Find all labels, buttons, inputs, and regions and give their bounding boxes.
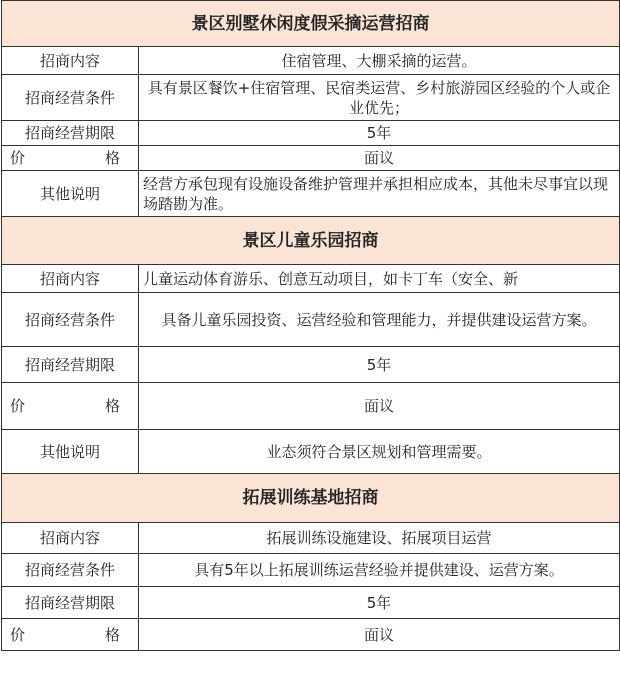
row-label: 招商内容: [2, 265, 139, 293]
row-label: 招商内容: [2, 47, 139, 75]
row-value: 具有景区餐饮+住宿管理、民宿类运营、乡村旅游园区经验的个人或企业优先；: [139, 75, 620, 121]
section-title: 景区儿童乐园招商: [2, 217, 620, 265]
row-value: 具有5年以上拓展训练运营经验并提供建设、运营方案。: [139, 554, 620, 587]
row-label: 招商内容: [2, 523, 139, 554]
row-value: 住宿管理、大棚采摘的运营。: [139, 47, 620, 75]
row-value: 业态须符合景区规划和管理需要。: [139, 430, 620, 474]
row-label: 价格: [2, 619, 139, 651]
table-row: [2, 293, 620, 347]
row-label: 招商经营期限: [2, 587, 139, 619]
row-value: 儿童运动体育游乐、创意互动项目，如卡丁车（安全、新: [139, 265, 620, 293]
row-value: 5年: [139, 121, 620, 146]
row-label: 招商经营期限: [2, 347, 139, 383]
table-row: [2, 265, 620, 293]
table-row: [2, 347, 620, 383]
row-label: 招商经营条件: [2, 75, 139, 121]
investment-table: [1, 0, 620, 651]
row-label: 价格: [2, 146, 139, 171]
table-row: [2, 523, 620, 554]
section-title: 拓展训练基地招商: [2, 474, 620, 523]
row-label: 其他说明: [2, 171, 139, 217]
table-row: [2, 47, 620, 75]
section-header-kids-park: [2, 217, 620, 265]
row-label: 招商经营条件: [2, 554, 139, 587]
row-value: 5年: [139, 347, 620, 383]
table-row: [2, 146, 620, 171]
section-header-training-base: [2, 474, 620, 523]
table-row: [2, 383, 620, 430]
row-value: 5年: [139, 587, 620, 619]
row-value: 具备儿童乐园投资、运营经验和管理能力，并提供建设运营方案。: [139, 293, 620, 347]
row-label: 其他说明: [2, 430, 139, 474]
row-value: 面议: [139, 619, 620, 651]
table-row: [2, 587, 620, 619]
row-label: 价格: [2, 383, 139, 430]
table-row: [2, 619, 620, 651]
table-row: [2, 554, 620, 587]
table-row: [2, 75, 620, 121]
section-header-villa: [2, 1, 620, 47]
row-value: 经营方承包现有设施设备维护管理并承担相应成本，其他未尽事宜以现场踏勘为准。: [139, 171, 620, 217]
row-value: 拓展训练设施建设、拓展项目运营: [139, 523, 620, 554]
row-label: 招商经营期限: [2, 121, 139, 146]
table-row: [2, 121, 620, 146]
row-label: 招商经营条件: [2, 293, 139, 347]
table-row: [2, 430, 620, 474]
section-title: 景区别墅休闲度假采摘运营招商: [2, 1, 620, 47]
row-value: 面议: [139, 383, 620, 430]
row-value: 面议: [139, 146, 620, 171]
table-row: [2, 171, 620, 217]
